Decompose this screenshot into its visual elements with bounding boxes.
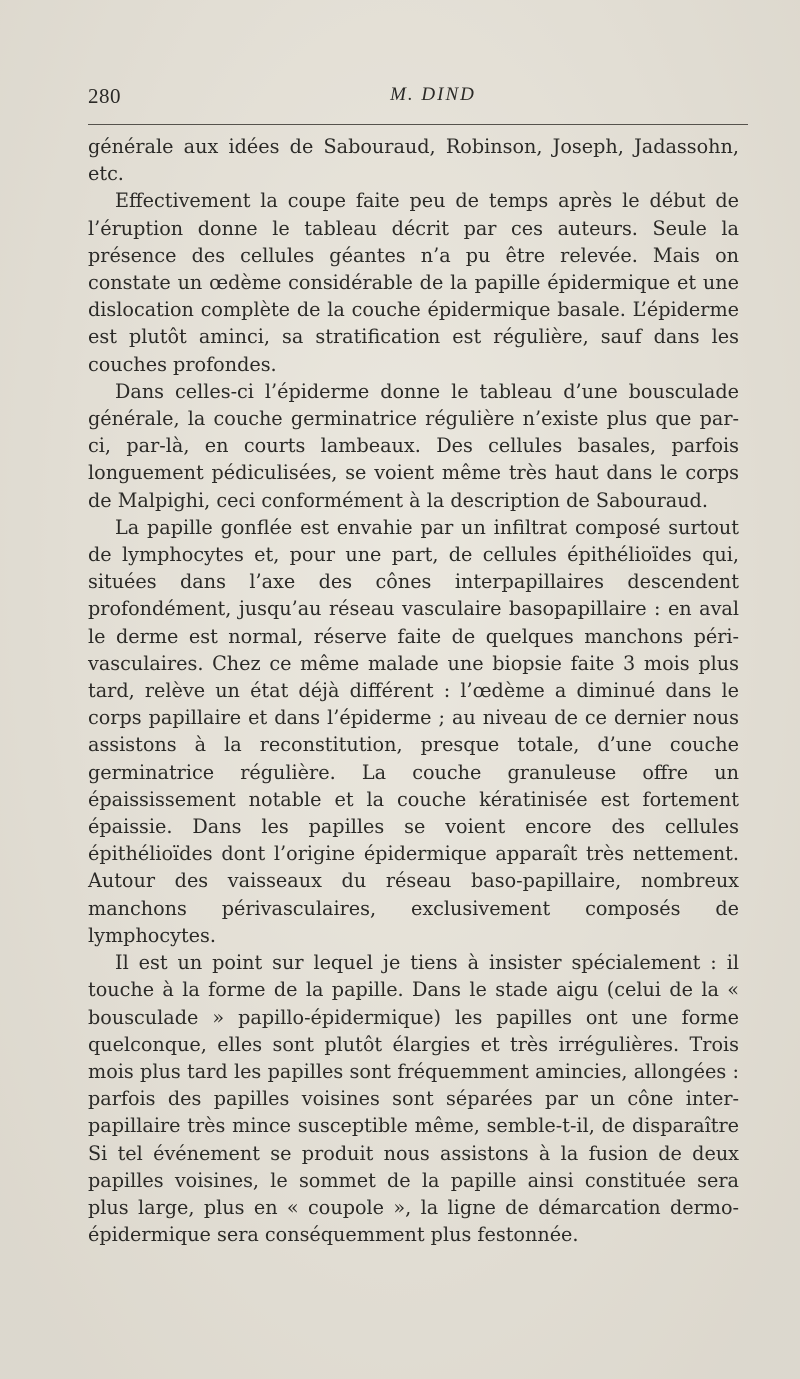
paragraph-continuation: générale aux idées de Sabouraud, Robinson, Joseph, Jadassohn, etc.	[88, 135, 739, 186]
paragraph: Effectivement la coupe faite peu de temps après le début de l’éruption donne le tableau décrit par ces auteurs. Seule la présence des cellules géantes n’a pu être relevée. Mais on constate un œdème considérable de la papille épidermique et une dislocation complète de la couche épidermique basale. L’épiderme est plutôt aminci, sa stratification est régulière, sauf dans les couches profondes.	[88, 189, 739, 376]
page-number: 280	[88, 84, 121, 108]
running-head: M. DIND	[390, 84, 476, 105]
page-header	[88, 84, 748, 124]
paragraph: Dans celles-ci l’épiderme donne le tableau d’une bousculade générale, la couche germinatrice régulière n’existe plus que par-ci, par-là, en courts lambeaux. Des cellules basales, parfois longuement pédiculisées, se voient même très haut dans le corps de Malpighi, ceci conformément à la description de Sabouraud.	[88, 379, 739, 512]
header-rule	[88, 124, 748, 125]
paragraph: Il est un point sur lequel je tiens à insister spécialement : il touche à la forme de la papille. Dans le stade aigu (celui de la « bousculade » papillo-épidermique) les papilles ont une forme quelconque, elles sont plutôt élargies et très irrégulières. Trois mois plus tard les papilles sont fréquemment amincies, allongées : parfois des papilles voisines sont séparées par un cône inter-papillaire très mince susceptible même, semble-t-il, de disparaître Si tel événement se produit nous assistons à la fusion de deux papilles voisines, le sommet de la papille ainsi constituée sera plus large, plus en « coupole », la ligne de démarcation dermo-épidermique sera conséquemment plus festonnée.	[88, 951, 739, 1247]
paragraph: La papille gonflée est envahie par un infiltrat composé surtout de lymphocytes et, pour une part, de cellules épithélioïdes qui, situées dans l’axe des cônes interpapillaires descendent profondément, jusqu’au réseau vasculaire basopapillaire : en aval le derme est normal, réserve faite de quelques manchons péri-vasculaires. Chez ce même malade une biopsie faite 3 mois plus tard, relève un état déjà différent : l’œdème a diminué dans le corps papillaire et dans l’épiderme ; au niveau de ce dernier nous assistons à la reconstitution, presque totale, d’une couche germinatrice régulière. La couche granuleuse offre un épaississement notable et la couche kératinisée est fortement épaissie. Dans les papilles se voient encore des cellules épithélioïdes dont l’origine épidermique apparaît très nettement. Autour des vaisseaux du réseau baso-papillaire, nombreux manchons périvasculaires, exclusivement composés de lymphocytes.	[88, 515, 739, 947]
body-text	[88, 133, 739, 1248]
